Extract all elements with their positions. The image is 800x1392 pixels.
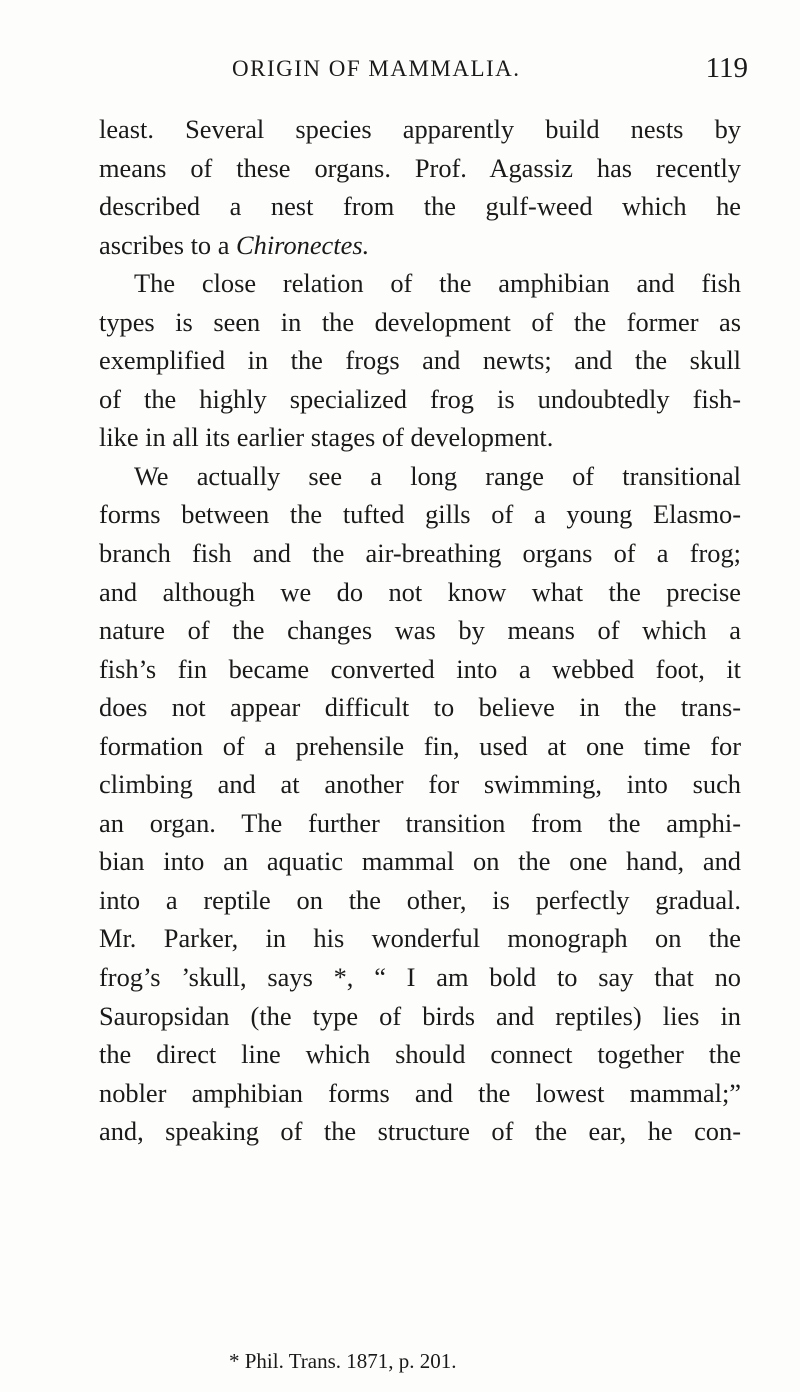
running-head: ORIGIN OF MAMMALIA.	[232, 56, 521, 81]
text-line: into a reptile on the other, is perfectly gradual.	[99, 884, 741, 915]
text-line: nobler amphibian forms and the lowest mammal;”	[99, 1077, 741, 1108]
text-line: nature of the changes was by means of which a	[99, 615, 741, 646]
text-line: and although we do not know what the precise	[99, 576, 741, 607]
text-line: and, speaking of the structure of the ear, he con-	[99, 1116, 741, 1147]
text-line: like in all its earlier stages of development.	[99, 422, 554, 453]
text-line: formation of a prehensile fin, used at one time for	[99, 730, 741, 761]
text-line: frog’s ’skull, says *, “ I am bold to say that no	[99, 962, 741, 993]
text-line: of the highly specialized frog is undoubtedly fish-	[99, 383, 741, 414]
text-line: branch fish and the air-breathing organs of a frog;	[99, 538, 741, 569]
text-line: types is seen in the development of the former as	[99, 306, 741, 337]
text-line: Sauropsidan (the type of birds and reptiles) lies in	[99, 1000, 741, 1031]
body-text	[99, 110, 741, 1151]
text-line	[99, 226, 741, 265]
text-fragment: ascribes to a	[99, 229, 237, 260]
text-line: does not appear difficult to believe in the trans-	[99, 692, 741, 723]
page-number: 119	[705, 52, 748, 84]
text-line: fish’s fin became converted into a webbed foot, it	[99, 653, 741, 684]
text-line: exemplified in the frogs and newts; and the skull	[99, 345, 741, 376]
text-line: an organ. The further transition from the amphi-	[99, 807, 741, 838]
italic-genus: Chironectes.	[236, 229, 370, 260]
page-header	[232, 52, 748, 92]
text-line: the direct line which should connect together the	[99, 1039, 741, 1070]
text-line: means of these organs. Prof. Agassiz has recently	[99, 152, 741, 183]
text-line: described a nest from the gulf-weed which he	[99, 191, 741, 222]
paragraph-start: We actually see a long range of transitional	[134, 460, 741, 491]
footnote: * Phil. Trans. 1871, p. 201.	[229, 1349, 457, 1373]
text-line: least. Several species apparently build nests by	[99, 114, 741, 144]
text-line: bian into an aquatic mammal on the one hand, and	[99, 846, 741, 877]
text-line: climbing and at another for swimming, into such	[99, 769, 741, 800]
paragraph-start: The close relation of the amphibian and fish	[134, 268, 741, 299]
text-line: forms between the tufted gills of a young Elasmo-	[99, 499, 741, 530]
text-line: Mr. Parker, in his wonderful monograph on the	[99, 923, 741, 954]
